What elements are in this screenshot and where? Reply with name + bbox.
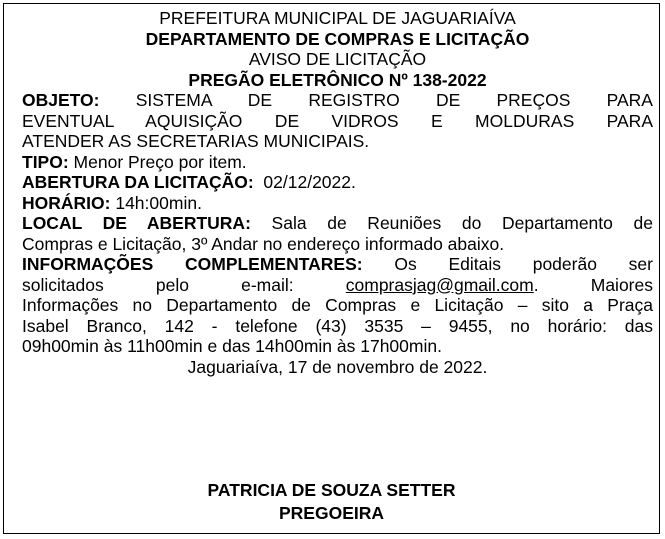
horario-value: 14h:00min. <box>115 192 202 213</box>
local-line1 <box>22 213 653 234</box>
header-municipality: PREFEITURA MUNICIPAL DE JAGUARIAÍVA <box>159 8 516 28</box>
info-line2 <box>22 275 653 296</box>
horario-line <box>22 193 653 214</box>
local-label: LOCAL DE ABERTURA: <box>22 213 251 233</box>
tipo-line <box>22 152 653 173</box>
info-line1 <box>22 254 653 275</box>
date-line: Jaguariaíva, 17 de novembro de 2022. <box>187 356 488 377</box>
info-line4: Isabel Branco, 142 - telefone (43) 3535 – 9455, no horário: das <box>22 315 653 336</box>
objeto-label: OBJETO: <box>22 90 100 110</box>
header-department: DEPARTAMENTO DE COMPRAS E LICITAÇÃO <box>145 28 530 49</box>
objeto-line3: ATENDER AS SECRETARIAS MUNICIPAIS. <box>22 131 370 151</box>
header-notice-type: AVISO DE LICITAÇÃO <box>248 49 427 69</box>
info-text-2: solicitados pelo e-mail: <box>22 274 294 295</box>
abertura-label: ABERTURA DA LICITAÇÃO: <box>22 172 254 192</box>
info-line3: Informações no Departamento de Compras e Licitação – sito a Praça <box>22 295 653 315</box>
info-text-1: Os Editais poderão ser <box>394 254 653 274</box>
notice-content <box>22 8 653 377</box>
local-line2: Compras e Licitação, 3º Andar no endereço informado abaixo. <box>22 233 505 254</box>
tipo-value: Menor Preço por item. <box>73 151 247 172</box>
info-line5: 09h00min às 11h00min e das 14h00min às 17h00min. <box>22 336 442 356</box>
info-label: INFORMAÇÕES COMPLEMENTARES: <box>22 254 363 274</box>
signature-name: PATRICIA DE SOUZA SETTER <box>207 480 456 500</box>
local-text-1: Sala de Reuniões do Departamento de <box>271 213 653 233</box>
tipo-label: TIPO: <box>22 151 69 172</box>
objeto-text-1: SISTEMA DE REGISTRO DE PREÇOS PARA <box>135 90 653 110</box>
signature-role: PREGOEIRA <box>278 503 385 523</box>
abertura-line <box>22 172 653 193</box>
objeto-line2: EVENTUAL AQUISIÇÃO DE VIDROS E MOLDURAS PARA <box>22 110 653 131</box>
objeto-line1 <box>22 90 653 111</box>
horario-label: HORÁRIO: <box>22 192 111 213</box>
email-link[interactable]: comprasjag@gmail.com <box>345 274 534 295</box>
info-text-2b: . Maiores <box>533 274 653 295</box>
abertura-value: 02/12/2022. <box>263 172 356 192</box>
header-pregao-number: PREGÃO ELETRÔNICO Nº 138-2022 <box>188 69 487 90</box>
